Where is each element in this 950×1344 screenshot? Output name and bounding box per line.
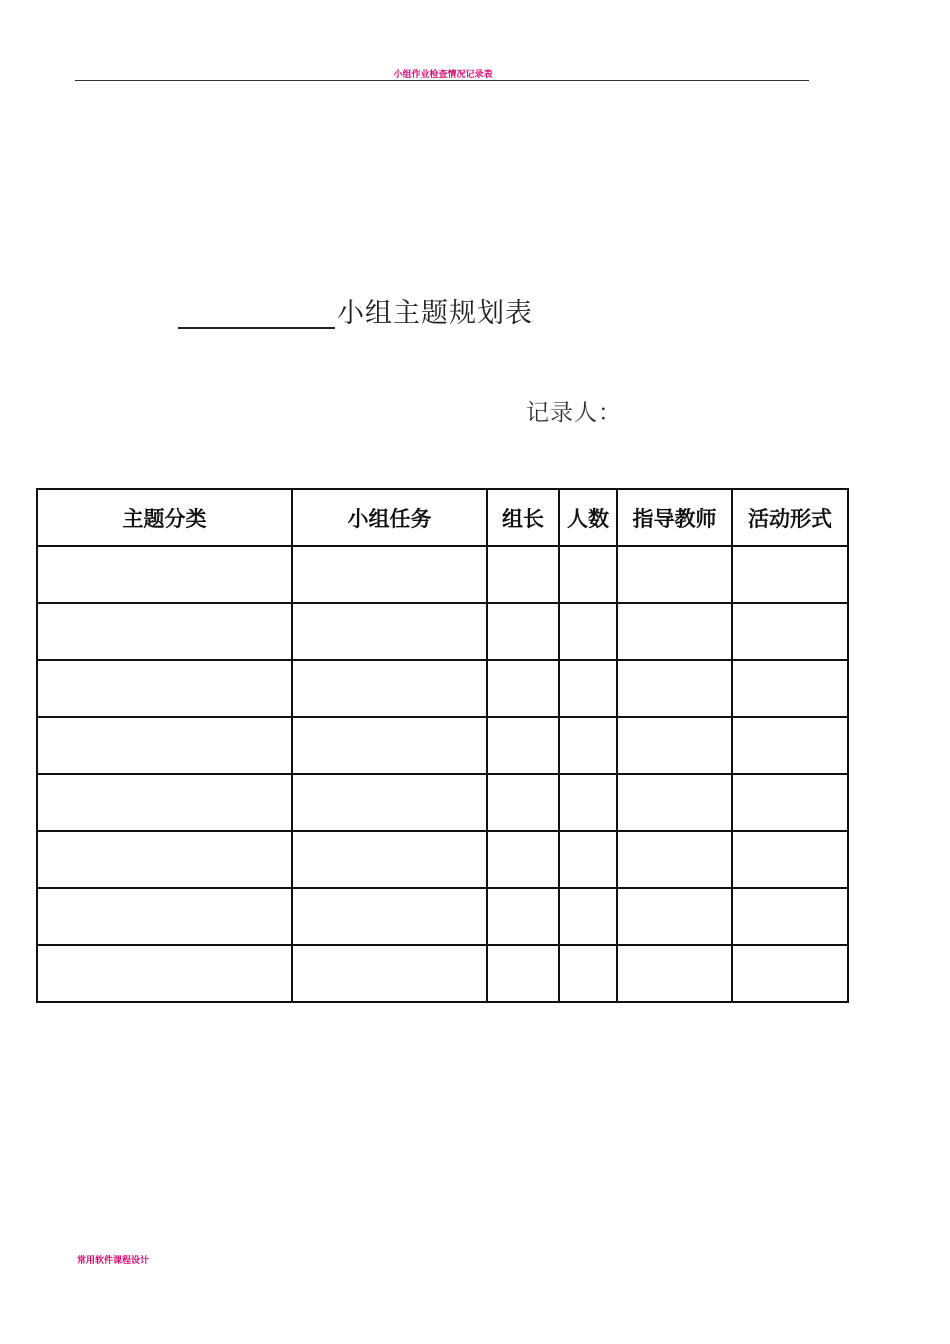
table-cell[interactable] [487, 546, 559, 603]
table-cell[interactable] [732, 774, 848, 831]
table-cell[interactable] [617, 888, 732, 945]
table-cell[interactable] [617, 546, 732, 603]
table-cell[interactable] [292, 945, 487, 1002]
header-divider [75, 80, 809, 81]
table-cell[interactable] [732, 717, 848, 774]
recorder-label: 记录人： [526, 400, 622, 426]
table-cell[interactable] [292, 774, 487, 831]
table-cell[interactable] [617, 831, 732, 888]
column-header-advisor: 指导教师 [617, 489, 732, 546]
table-cell[interactable] [292, 831, 487, 888]
table-cell[interactable] [732, 603, 848, 660]
table-cell[interactable] [37, 831, 292, 888]
column-header-activity-form: 活动形式 [732, 489, 848, 546]
table-cell[interactable] [732, 660, 848, 717]
table-cell[interactable] [37, 660, 292, 717]
table-cell[interactable] [617, 660, 732, 717]
table-cell[interactable] [732, 945, 848, 1002]
table-cell[interactable] [487, 603, 559, 660]
table-cell[interactable] [617, 945, 732, 1002]
table-cell[interactable] [559, 888, 617, 945]
table-cell[interactable] [617, 717, 732, 774]
table-cell[interactable] [37, 546, 292, 603]
table-row [37, 546, 848, 603]
table-row [37, 774, 848, 831]
table-cell[interactable] [487, 660, 559, 717]
table-cell[interactable] [37, 945, 292, 1002]
table-cell[interactable] [559, 546, 617, 603]
table-row [37, 888, 848, 945]
table-cell[interactable] [559, 945, 617, 1002]
table-cell[interactable] [617, 603, 732, 660]
table-cell[interactable] [487, 831, 559, 888]
page-footer-text: 常用软件课程设计 [77, 1256, 150, 1266]
table-cell[interactable] [487, 774, 559, 831]
document-title: 小组主题规划表 [337, 298, 533, 329]
table-cell[interactable] [559, 774, 617, 831]
table-cell[interactable] [292, 888, 487, 945]
plan-table [36, 488, 849, 1003]
table-cell[interactable] [487, 888, 559, 945]
table-cell[interactable] [37, 774, 292, 831]
table-cell[interactable] [292, 546, 487, 603]
column-header-group-leader: 组长 [487, 489, 559, 546]
table-cell[interactable] [292, 717, 487, 774]
table-row [37, 717, 848, 774]
table-cell[interactable] [292, 660, 487, 717]
table-header-row [37, 489, 848, 546]
table-cell[interactable] [559, 831, 617, 888]
table-cell[interactable] [487, 945, 559, 1002]
table-cell[interactable] [37, 717, 292, 774]
table-cell[interactable] [617, 774, 732, 831]
table-row [37, 603, 848, 660]
table-cell[interactable] [37, 603, 292, 660]
table-cell[interactable] [559, 603, 617, 660]
table-cell[interactable] [732, 888, 848, 945]
table-cell[interactable] [292, 603, 487, 660]
column-header-member-count: 人数 [559, 489, 617, 546]
page-header-text: 小组作业检查情况记录表 [393, 70, 493, 80]
table-row [37, 660, 848, 717]
table-cell[interactable] [732, 546, 848, 603]
table-cell[interactable] [559, 717, 617, 774]
table-row [37, 831, 848, 888]
table-cell[interactable] [37, 888, 292, 945]
table-cell[interactable] [732, 831, 848, 888]
table-cell[interactable] [487, 717, 559, 774]
column-header-group-task: 小组任务 [292, 489, 487, 546]
column-header-theme-category: 主题分类 [37, 489, 292, 546]
table-row [37, 945, 848, 1002]
table-cell[interactable] [559, 660, 617, 717]
group-name-blank [178, 327, 335, 329]
